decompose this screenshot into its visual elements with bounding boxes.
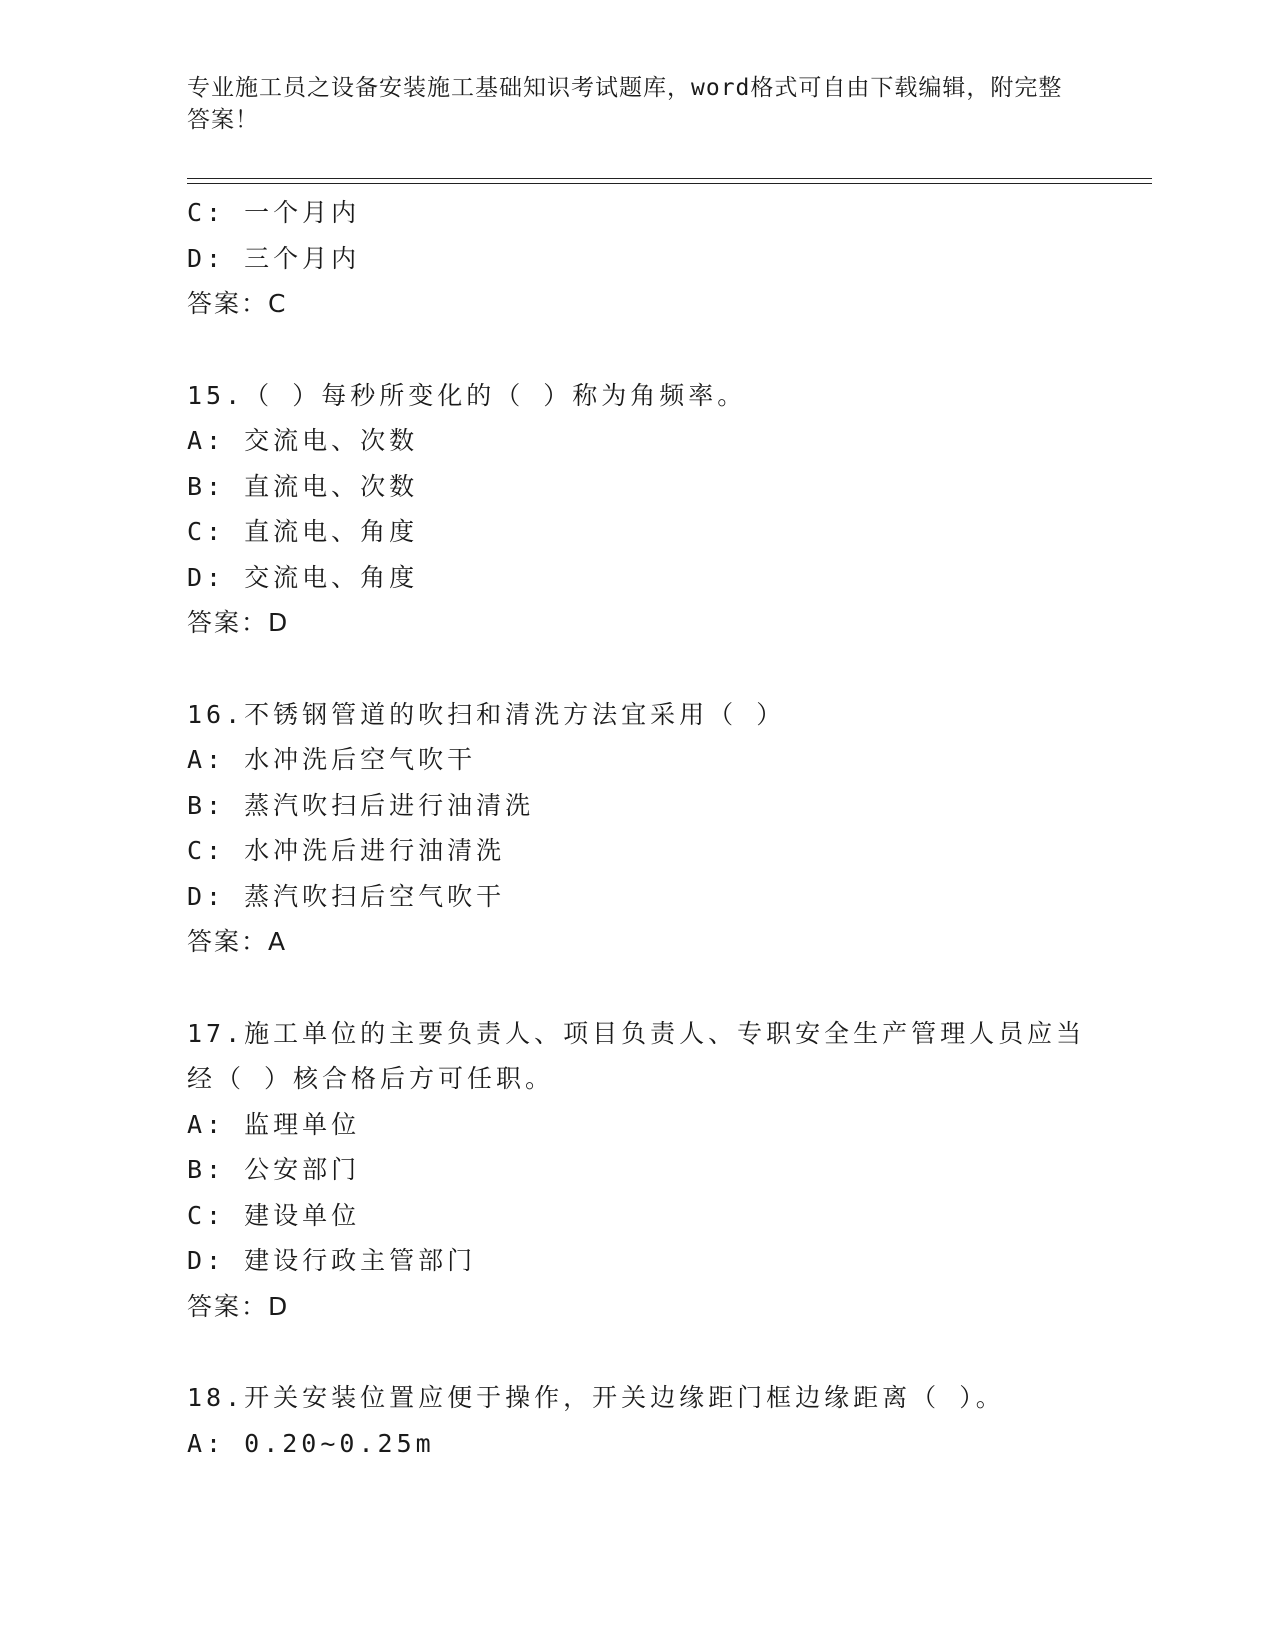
header-rule-bottom xyxy=(187,183,1152,184)
question-15 xyxy=(187,373,1087,646)
question-stem: 18.开关安装位置应便于操作，开关边缘距门框边缘距离（ ）。 xyxy=(187,1383,1005,1412)
header-text: 专业施工员之设备安装施工基础知识考试题库，word格式可自由下载编辑，附完整答案！ xyxy=(187,75,1063,133)
question-18 xyxy=(187,1375,1087,1466)
question-stem: 15.（ ）每秒所变化的（ ）称为角频率。 xyxy=(187,380,747,410)
answer-line: 答案：A xyxy=(187,927,288,956)
question-17 xyxy=(187,1011,1087,1330)
answer-line: 答案：D xyxy=(187,1291,290,1321)
option-d: D: 蒸汽吹扫后空气吹干 xyxy=(187,881,506,911)
question-stem-line-1: 17.施工单位的主要负责人、项目负责人、专职安全生产管理人员应当 xyxy=(187,1018,1086,1048)
option-c: C: 一个月内 xyxy=(187,198,361,227)
option-d: D: 交流电、角度 xyxy=(187,562,419,592)
document-header xyxy=(187,72,1067,136)
question-list xyxy=(187,190,1087,1466)
option-b: B: 直流电、次数 xyxy=(187,471,419,501)
option-b: B: 公安部门 xyxy=(187,1155,361,1184)
option-c: C: 建设单位 xyxy=(187,1200,361,1230)
answer-line: 答案：C xyxy=(187,289,288,318)
question-stem-line-2: 经（ ）核合格后方可任职。 xyxy=(187,1064,555,1093)
question-14-tail xyxy=(187,190,1087,327)
header-rule-top xyxy=(187,178,1152,179)
option-a: A: 交流电、次数 xyxy=(187,426,419,455)
question-stem: 16.不锈钢管道的吹扫和清洗方法宜采用（ ） xyxy=(187,699,786,729)
answer-line: 答案：D xyxy=(187,608,290,637)
option-a: A: 0.20~0.25m xyxy=(187,1428,435,1458)
option-a: A: 监理单位 xyxy=(187,1109,361,1139)
option-b: B: 蒸汽吹扫后进行油清洗 xyxy=(187,790,535,820)
question-16 xyxy=(187,692,1087,965)
option-c: C: 直流电、角度 xyxy=(187,517,419,546)
option-a: A: 水冲洗后空气吹干 xyxy=(187,745,477,774)
option-c: C: 水冲洗后进行油清洗 xyxy=(187,836,506,865)
option-d: D: 三个月内 xyxy=(187,243,361,273)
option-d: D: 建设行政主管部门 xyxy=(187,1246,477,1275)
